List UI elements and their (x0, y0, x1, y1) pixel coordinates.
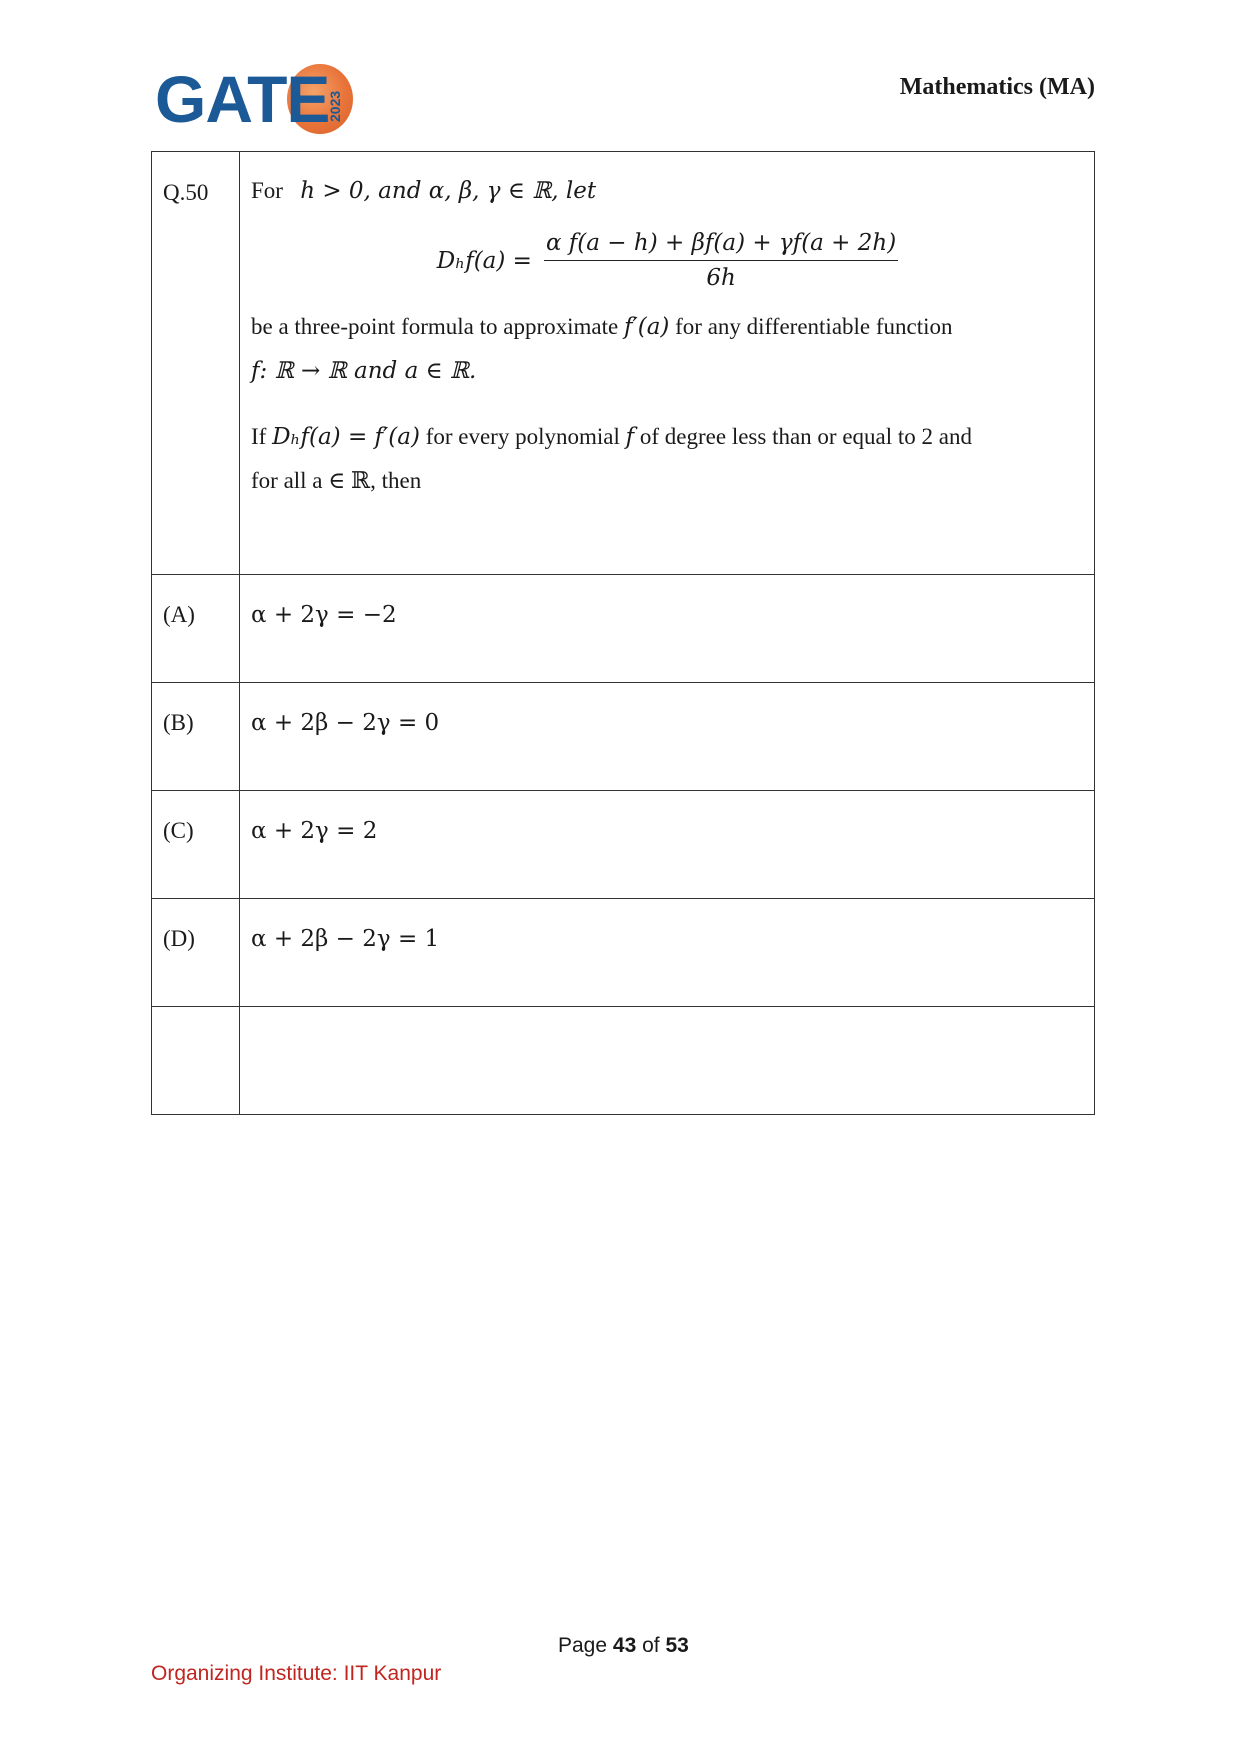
option-a-row (152, 575, 1095, 683)
option-label: (B) (152, 683, 240, 791)
organizer-text: Organizing Institute: IIT Kanpur (151, 1662, 442, 1685)
option-b-row (152, 683, 1095, 791)
formula-denominator: 6h (706, 265, 736, 291)
question-paragraph-1: be a three-point formula to approximate f′(a) for any differentiable function f: ℝ → ℝ and a ∈ ℝ. (251, 314, 953, 384)
question-intro: For h > 0, and α, β, γ ∈ ℝ, let (251, 178, 597, 204)
option-text: α + 2γ = 2 (240, 791, 1095, 899)
option-d-row (152, 899, 1095, 1007)
option-text: α + 2β − 2γ = 0 (240, 683, 1095, 791)
option-label: (C) (152, 791, 240, 899)
question-stem-row (152, 152, 1095, 575)
gate-logo (155, 60, 355, 138)
formula-fraction (544, 230, 898, 291)
question-paragraph-2: If Dₕf(a) = f′(a) for every polynomial f of degree less than or equal to 2 and for all a ∈ ℝ, then (251, 424, 972, 493)
logo-text: GATE (155, 62, 330, 136)
page-number: Page 43 of 53 (558, 1634, 689, 1657)
logo-year: 2023 (327, 90, 343, 122)
option-label: (D) (152, 899, 240, 1007)
option-c-row (152, 791, 1095, 899)
formula (251, 230, 1084, 291)
formula-lhs: Dₕf(a) = (436, 247, 532, 274)
option-text: α + 2β − 2γ = 1 (240, 899, 1095, 1007)
option-text: α + 2γ = −2 (240, 575, 1095, 683)
question-number: Q.50 (152, 152, 240, 575)
subject-title: Mathematics (MA) (899, 74, 1095, 100)
option-label: (A) (152, 575, 240, 683)
question-body (240, 152, 1095, 575)
question-table (151, 151, 1095, 1115)
empty-row (152, 1007, 1095, 1115)
formula-numerator: α f(a − h) + βf(a) + γf(a + 2h) (544, 230, 898, 261)
